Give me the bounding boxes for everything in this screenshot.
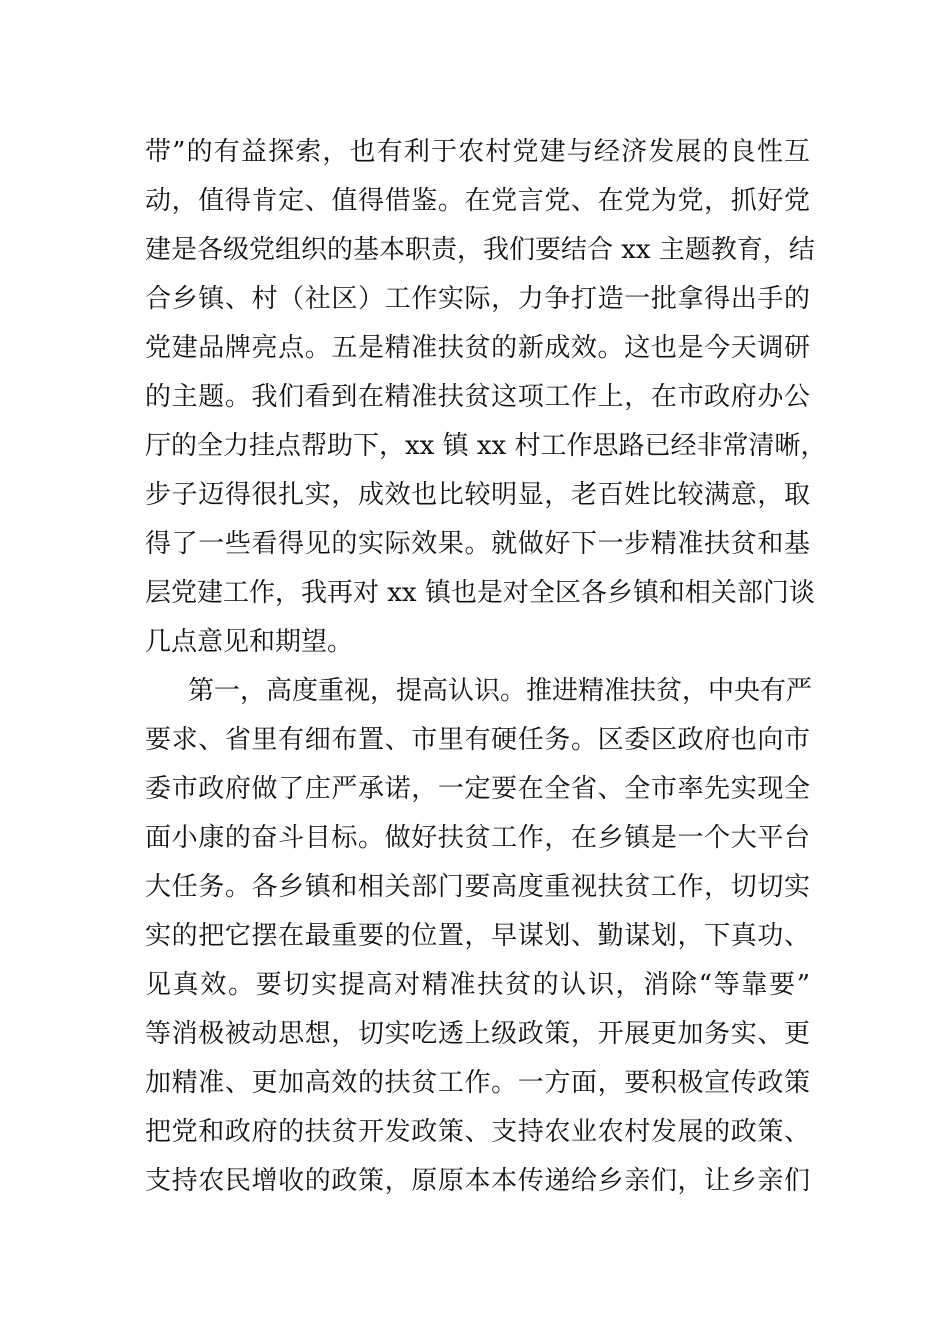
text-line: 加精准、更加高效的扶贫工作。一方面，要积极宣传政策 [145, 1068, 810, 1098]
paragraph-1 [145, 128, 827, 667]
text-line: 步子迈得很扎实，成效也比较明显，老百姓比较满意，取 [145, 480, 810, 510]
text-line: 大任务。各乡镇和相关部门要高度重视扶贫工作，切切实 [145, 872, 810, 902]
text-line: 把党和政府的扶贫开发政策、支持农业农村发展的政策、 [145, 1117, 810, 1147]
text-line: 合乡镇、村（社区）工作实际，力争打造一批拿得出手的 [145, 284, 810, 314]
text-line: 层党建工作，我再对 xx 镇也是对全区各乡镇和相关部门谈 [145, 578, 815, 608]
text-line: 等消极被动思想，切实吃透上级政策，开展更加务实、更 [145, 1019, 810, 1049]
body-text [145, 128, 827, 1206]
text-line: 厅的全力挂点帮助下，xx 镇 xx 村工作思路已经非常清晰， [145, 431, 827, 461]
text-line: 的主题。我们看到在精准扶贫这项工作上，在市政府办公 [145, 382, 810, 412]
text-line: 要求、省里有细布置、市里有硬任务。区委区政府也向市 [145, 725, 810, 755]
text-line: 带”的有益探索，也有利于农村党建与经济发展的良性互 [145, 137, 810, 167]
text-line: 建是各级党组织的基本职责，我们要结合 xx 主题教育，结 [145, 235, 815, 265]
text-line: 实的把它摆在最重要的位置，早谋划、勤谋划，下真功、 [145, 921, 810, 951]
paragraph-2 [145, 667, 813, 1206]
text-line: 委市政府做了庄严承诺，一定要在全省、全市率先实现全 [145, 774, 810, 804]
text-line: 党建品牌亮点。五是精准扶贫的新成效。这也是今天调研 [145, 333, 810, 363]
text-line: 动，值得肯定、值得借鉴。在党言党、在党为党，抓好党 [145, 186, 810, 216]
text-line: 面小康的奋斗目标。做好扶贫工作，在乡镇是一个大平台 [145, 823, 810, 853]
text-line: 第一，高度重视，提高认识。推进精准扶贫，中央有严 [188, 676, 813, 706]
text-line: 支持农民增收的政策，原原本本传递给乡亲们，让乡亲们 [145, 1166, 810, 1196]
text-line: 见真效。要切实提高对精准扶贫的认识，消除“等靠要” [145, 970, 810, 1000]
text-line: 得了一些看得见的实际效果。就做好下一步精准扶贫和基 [145, 529, 810, 559]
text-line: 几点意见和期望。 [145, 627, 354, 657]
